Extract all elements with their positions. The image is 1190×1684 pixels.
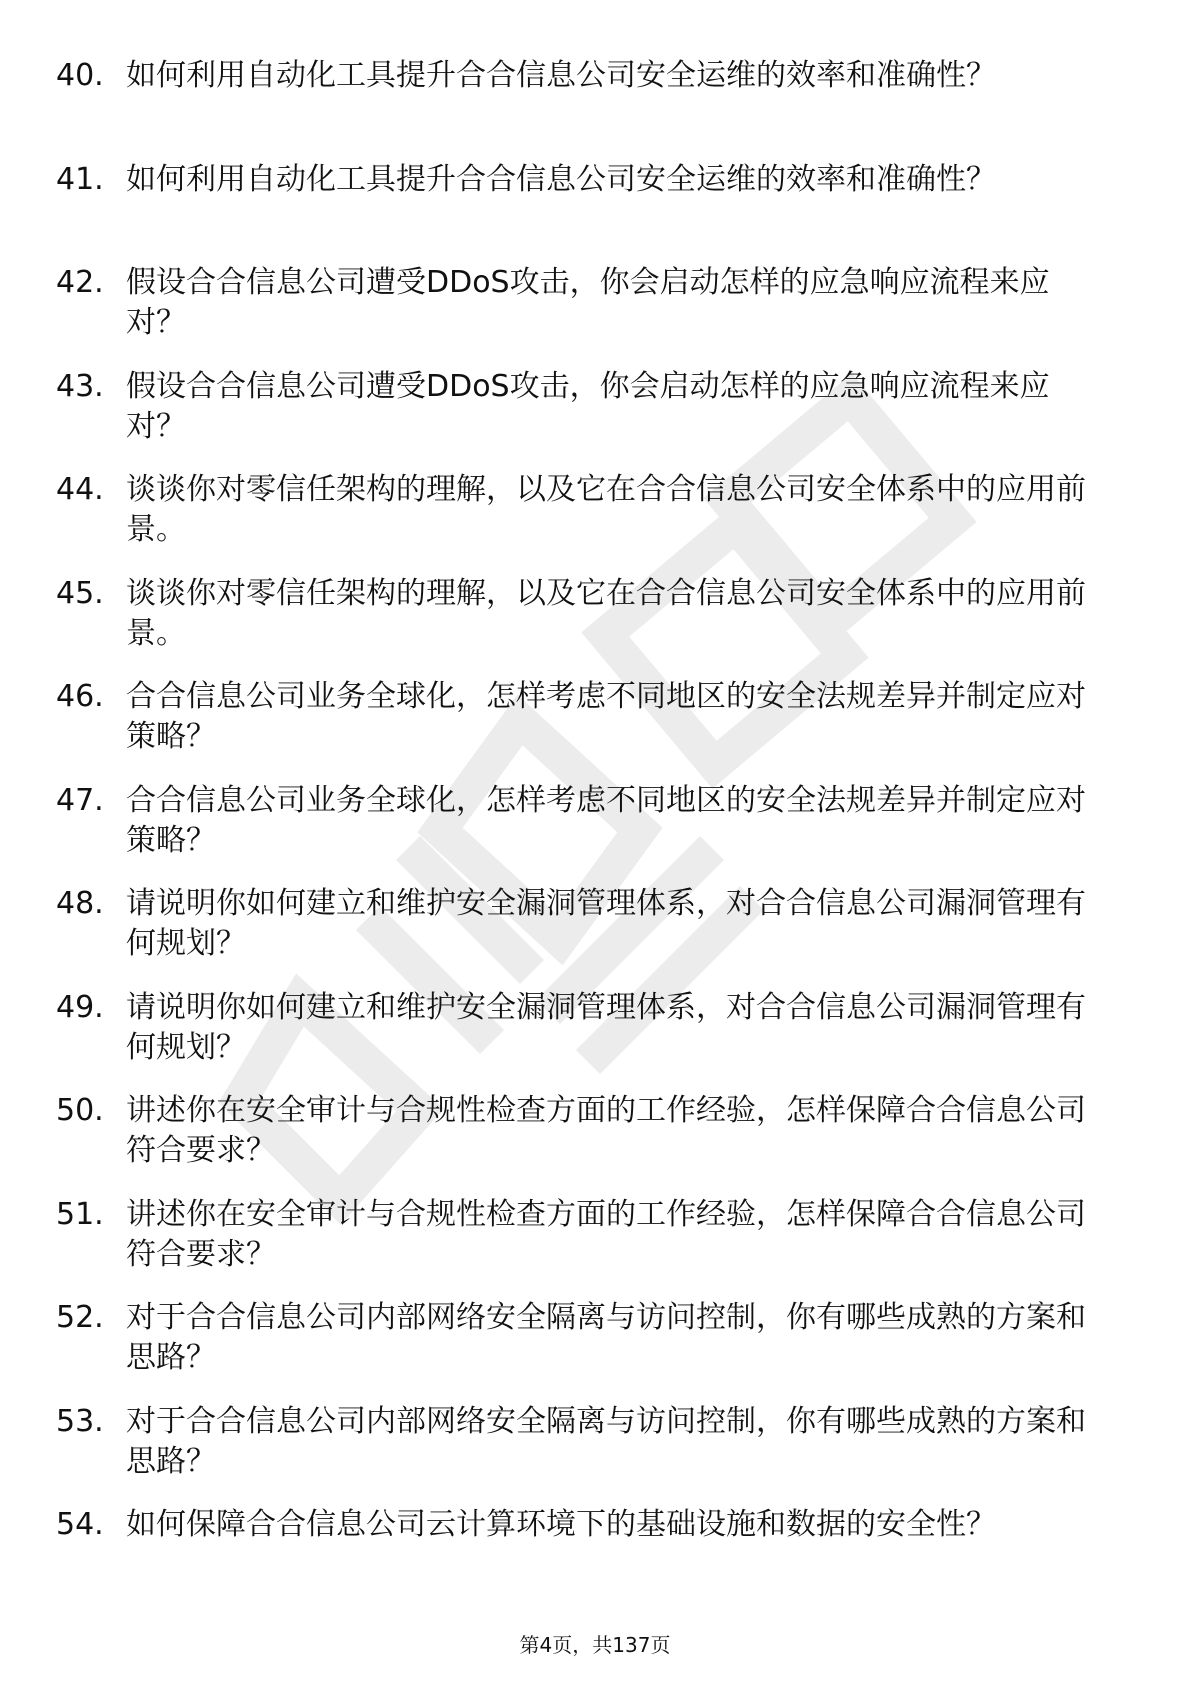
question-number: 40.	[56, 58, 104, 93]
question-text: 如何利用自动化工具提升合合信息公司安全运维的效率和准确性？	[126, 58, 996, 93]
question-item	[0, 50, 1190, 154]
question-number: 50.	[56, 1093, 104, 1128]
question-text: 如何保障合合信息公司云计算环境下的基础设施和数据的安全性？	[126, 1507, 996, 1542]
question-text: 对于合合信息公司内部网络安全隔离与访问控制，你有哪些成熟的方案和思路？	[126, 1300, 1086, 1375]
question-item	[0, 257, 1190, 361]
page-number-footer: 第4页，共137页	[519, 1633, 671, 1657]
question-item	[0, 1292, 1190, 1396]
question-number: 49.	[56, 989, 104, 1025]
question-item	[0, 568, 1190, 672]
question-number: 54.	[56, 1507, 104, 1542]
question-item	[0, 154, 1190, 258]
question-item	[0, 982, 1190, 1086]
question-number: 48.	[56, 886, 104, 921]
question-item	[0, 1499, 1190, 1603]
question-text: 假设合合信息公司遭受DDoS攻击，你会启动怎样的应急响应流程来应对？	[126, 265, 1050, 340]
question-number: 44.	[56, 472, 104, 507]
question-number: 45.	[56, 575, 104, 611]
question-number: 43.	[56, 368, 104, 404]
question-number: 52.	[56, 1300, 104, 1335]
question-number: 42.	[56, 265, 104, 300]
question-item	[0, 878, 1190, 982]
question-text: 合合信息公司业务全球化，怎样考虑不同地区的安全法规差异并制定应对策略？	[126, 679, 1086, 754]
question-list	[0, 50, 1190, 1603]
question-item	[0, 361, 1190, 465]
question-text: 合合信息公司业务全球化，怎样考虑不同地区的安全法规差异并制定应对策略？	[126, 782, 1086, 858]
question-text: 讲述你在安全审计与合规性检查方面的工作经验，怎样保障合合信息公司符合要求？	[126, 1196, 1086, 1272]
question-item	[0, 1189, 1190, 1293]
question-number: 41.	[56, 161, 104, 197]
question-text: 请说明你如何建立和维护安全漏洞管理体系，对合合信息公司漏洞管理有何规划？	[126, 886, 1086, 961]
question-text: 请说明你如何建立和维护安全漏洞管理体系，对合合信息公司漏洞管理有何规划？	[126, 989, 1086, 1065]
question-text: 假设合合信息公司遭受DDoS攻击，你会启动怎样的应急响应流程来应对？	[126, 368, 1050, 444]
question-item	[0, 1396, 1190, 1500]
question-item	[0, 1085, 1190, 1189]
question-text: 谈谈你对零信任架构的理解，以及它在合合信息公司安全体系中的应用前景。	[126, 575, 1086, 651]
question-number: 47.	[56, 782, 104, 818]
question-text: 对于合合信息公司内部网络安全隔离与访问控制，你有哪些成熟的方案和思路？	[126, 1403, 1086, 1479]
question-number: 46.	[56, 679, 104, 714]
question-text: 如何利用自动化工具提升合合信息公司安全运维的效率和准确性？	[126, 161, 996, 197]
question-number: 51.	[56, 1196, 104, 1232]
question-text: 谈谈你对零信任架构的理解，以及它在合合信息公司安全体系中的应用前景。	[126, 472, 1086, 547]
question-number: 53.	[56, 1403, 104, 1439]
question-item	[0, 775, 1190, 879]
question-text: 讲述你在安全审计与合规性检查方面的工作经验，怎样保障合合信息公司符合要求？	[126, 1093, 1086, 1168]
question-item	[0, 464, 1190, 568]
question-item	[0, 671, 1190, 775]
